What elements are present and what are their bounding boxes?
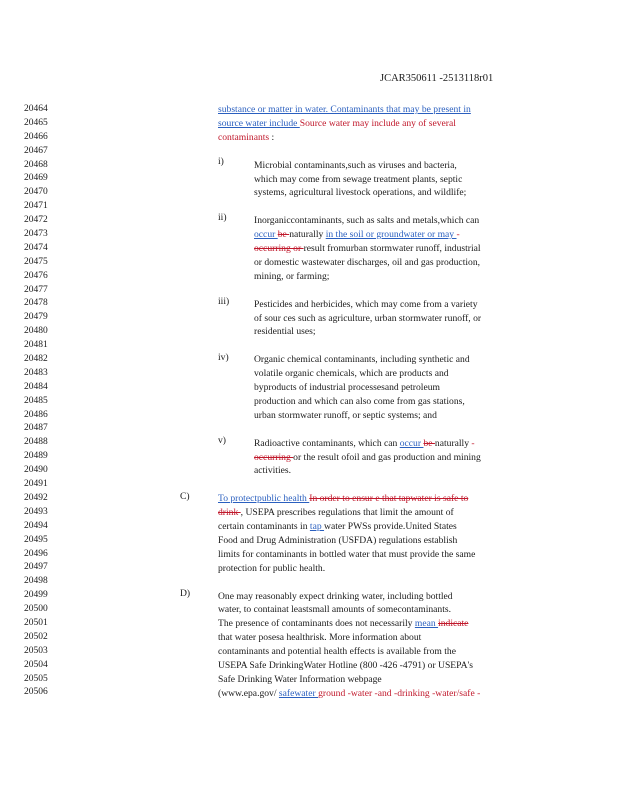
text-line-20476 [254, 270, 540, 284]
text-line-20505 [218, 673, 540, 687]
line-number: 20468 [24, 159, 48, 170]
text-line-20500 [218, 603, 540, 617]
text-line-20485 [254, 395, 540, 409]
text-line-20502 [218, 631, 540, 645]
text-segment: Inorganiccontaminants, such as salts and metals,which can [254, 215, 480, 227]
inserted-text: substance or matter in water. Contaminants that may be present in [218, 104, 471, 115]
line-number: 20497 [24, 562, 48, 573]
inserted-text: mean [414, 618, 439, 630]
line-number: 20491 [24, 479, 48, 490]
text-line-20470 [254, 186, 540, 200]
text-line-20466 [218, 131, 540, 145]
line-number: 20499 [24, 590, 48, 601]
text-line-20496 [218, 548, 540, 562]
line-number: 20506 [24, 687, 48, 698]
text-line-20465 [218, 117, 540, 131]
line-number-column [24, 103, 64, 700]
text-line-20468 [254, 159, 540, 173]
text-line-20488 [254, 437, 540, 451]
line-number: 20500 [24, 604, 48, 615]
line-number: 20466 [24, 131, 48, 142]
line-number: 20505 [24, 673, 48, 684]
text-segment: or the result ofoil and gas production and mining [293, 451, 481, 463]
text-line-20506 [218, 687, 540, 701]
text-segment: USEPA Safe DrinkingWater Hotline (800 -426 -4791) or USEPA's [218, 660, 474, 671]
section-marker-d: D) [180, 588, 191, 599]
text-segment: water, to containat leastsmall amounts of somecontaminants. [218, 604, 452, 616]
text-segment: limits for contaminants in bottled water that must provide the same [218, 548, 476, 560]
line-number: 20478 [24, 298, 48, 309]
line-number: 20495 [24, 534, 48, 545]
text-line-20499 [218, 590, 540, 604]
text-segment: One may reasonably expect drinking water, including bottled [218, 590, 453, 602]
inserted-text: safewater [278, 687, 319, 699]
line-number: 20471 [24, 201, 48, 212]
removed-text: - [456, 229, 460, 241]
document-id-header: JCAR350611 -2513118r01 [380, 73, 494, 84]
text-line-20464 [218, 103, 540, 117]
item-marker-iv: iv) [218, 352, 229, 363]
text-segment: systems, agricultural livestock operations, and wildlife; [254, 187, 467, 199]
deleted-text: occurring or [254, 243, 304, 254]
text-line-20497 [218, 562, 540, 576]
line-number: 20479 [24, 312, 48, 323]
text-segment: Radioactive contaminants, which can [254, 437, 400, 449]
text-segment: : [269, 131, 275, 143]
text-line-20494 [218, 520, 540, 534]
text-line-20504 [218, 659, 540, 673]
text-line-20486 [254, 409, 540, 423]
text-segment: protection for public health. [218, 562, 326, 574]
line-number: 20475 [24, 256, 48, 267]
text-line-20478 [254, 298, 540, 312]
text-segment: The presence of contaminants does not necessarily [218, 618, 415, 630]
inserted-text: in the soil or groundwater or may [325, 229, 457, 241]
deleted-text: be [277, 229, 290, 241]
line-number: 20469 [24, 173, 48, 184]
text-segment: certain contaminants in [218, 521, 310, 532]
deleted-text: drink [218, 507, 241, 519]
line-number: 20473 [24, 229, 48, 240]
line-number: 20467 [24, 145, 48, 156]
text-line-20483 [254, 367, 540, 381]
text-segment: , USEPA prescribes regulations that limit the amount of [240, 507, 454, 519]
line-number: 20480 [24, 326, 48, 337]
item-marker-ii: ii) [218, 212, 227, 223]
text-segment: or domestic wastewater discharges, oil and gas production, [254, 256, 481, 268]
text-line-20493 [218, 506, 540, 520]
text-segment: of sour ces such as agriculture, urban stormwater runoff, or [254, 312, 482, 324]
text-line-20469 [254, 173, 540, 187]
deleted-text: be [423, 437, 435, 449]
text-line-20475 [254, 256, 540, 270]
deleted-text: occurring [254, 451, 294, 463]
line-number: 20470 [24, 187, 48, 198]
line-number: 20465 [24, 117, 48, 128]
inserted-text: source water include [218, 117, 300, 129]
line-number: 20464 [24, 104, 48, 114]
text-segment: which may come from sewage treatment plants, septic [254, 173, 463, 185]
text-segment: that water posesa healthrisk. More information about [218, 632, 422, 644]
text-line-20479 [254, 312, 540, 326]
line-number: 20494 [24, 520, 48, 531]
line-number: 20484 [24, 381, 48, 392]
text-line-20480 [254, 325, 540, 339]
item-marker-iii: iii) [218, 296, 230, 307]
deleted-text: indicate [438, 618, 469, 630]
deleted-text: In order to ensur e that tapwater is safe to [309, 493, 469, 505]
text-line-20495 [218, 534, 540, 548]
line-number: 20502 [24, 631, 48, 642]
line-number: 20486 [24, 409, 48, 420]
line-number: 20483 [24, 367, 48, 378]
line-number: 20482 [24, 354, 48, 365]
text-segment: byproducts of industrial processesand petroleum [254, 382, 440, 393]
text-segment: volatile organic chemicals, which are products and [254, 368, 449, 380]
removed-text: ground -water -and -drinking -water/safe - [318, 687, 481, 699]
line-number: 20492 [24, 492, 48, 503]
item-marker-v: v) [218, 435, 226, 446]
text-line-20490 [254, 464, 540, 478]
line-number: 20496 [24, 548, 48, 559]
removed-text: - [471, 437, 475, 449]
line-number: 20498 [24, 576, 48, 587]
text-segment: (www.epa.gov/ [218, 687, 279, 699]
text-segment: result fromurban stormwater runoff, industrial [303, 243, 481, 254]
removed-text: Source water may include any of several [299, 117, 456, 129]
line-number: 20493 [24, 506, 48, 517]
line-number: 20504 [24, 659, 48, 670]
text-segment: residential uses; [254, 326, 316, 338]
text-segment: water PWSs provide.United States [324, 521, 457, 532]
text-line-20501 [218, 617, 540, 631]
text-line-20472 [254, 214, 540, 228]
line-number: 20477 [24, 284, 48, 295]
text-line-20482 [254, 353, 540, 367]
line-number: 20489 [24, 451, 48, 462]
line-number: 20481 [24, 340, 48, 351]
text-segment: contaminants and potential health effects is available from the [218, 646, 456, 658]
text-line-20484 [254, 381, 540, 395]
line-number: 20472 [24, 215, 48, 226]
text-line-20474 [254, 242, 540, 256]
line-number: 20474 [24, 242, 48, 253]
removed-text: contaminants [218, 131, 270, 143]
text-line-20473 [254, 228, 540, 242]
line-number: 20490 [24, 465, 48, 476]
text-line-20492 [218, 492, 540, 506]
line-number: 20503 [24, 645, 48, 656]
text-segment: production and which can also come from gas stations, [254, 395, 465, 407]
text-segment: Safe Drinking Water Information webpage [218, 673, 382, 685]
text-segment: urban stormwater runoff, or septic systems; and [254, 409, 437, 421]
text-segment: Pesticides and herbicides, which may come from a variety [254, 298, 478, 310]
text-segment: mining, or farming; [254, 270, 330, 282]
text-line-20489 [254, 451, 540, 465]
line-number: 20488 [24, 437, 48, 448]
line-number: 20485 [24, 395, 48, 406]
inserted-text: occur [399, 437, 424, 449]
section-marker-c: C) [180, 491, 190, 502]
inserted-text: To protectpublic health [218, 493, 310, 505]
item-marker-i: i) [218, 156, 224, 167]
line-number: 20501 [24, 617, 48, 628]
text-segment: Organic chemical contaminants, including synthetic and [254, 354, 470, 366]
line-number: 20487 [24, 423, 48, 434]
text-line-20503 [218, 645, 540, 659]
text-segment: naturally [434, 437, 472, 449]
line-number: 20476 [24, 270, 48, 281]
inserted-text: occur [254, 229, 278, 241]
text-segment: naturally [289, 229, 326, 241]
inserted-text: tap [309, 521, 325, 532]
text-segment: Microbial contaminants,such as viruses and bacteria, [254, 159, 457, 171]
text-segment: activities. [254, 465, 292, 477]
text-segment: Food and Drug Administration (USFDA) regulations establish [218, 534, 458, 546]
